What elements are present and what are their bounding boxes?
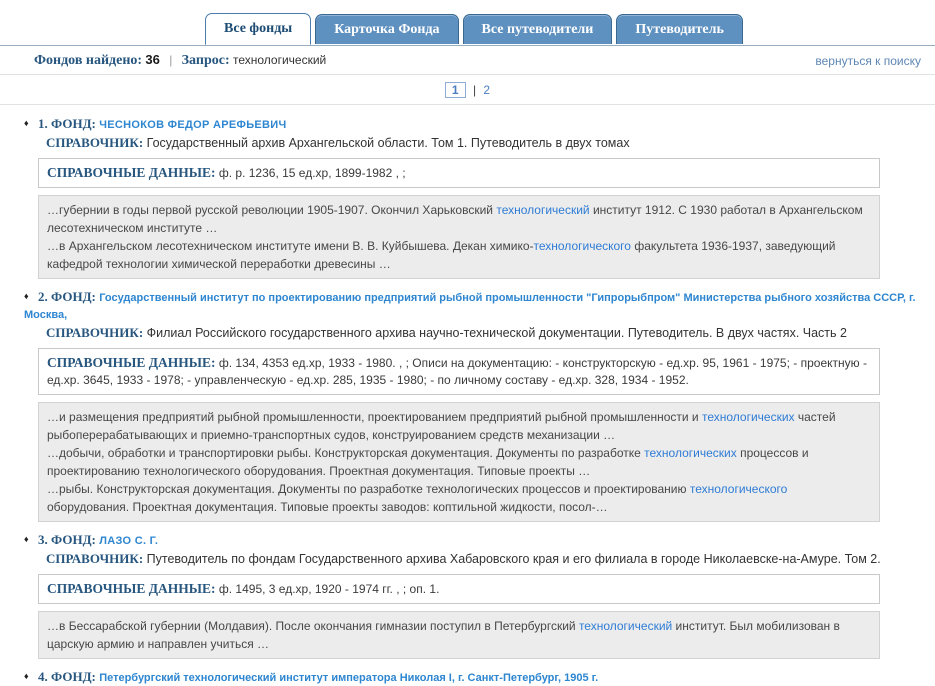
search-result-item (0, 115, 935, 279)
page-current[interactable]: 1 (445, 82, 466, 98)
handbook-row (0, 550, 935, 568)
search-results-list (0, 105, 935, 686)
snippet-text: …добычи, обработки и транспортировки рыбы. Конструкторская документация. Документы по разработке (47, 446, 645, 460)
search-result-item (0, 531, 935, 659)
handbook-text: Путеводитель по фондам Государственного архива Хабаровского края и его филиала в городе Николаевске-на-Амуре. Том 2. (146, 552, 881, 566)
handbook-text: Государственный архив Архангельской области. Том 1. Путеводитель в двух томах (146, 136, 630, 150)
pagination (0, 75, 935, 105)
snippet-box (38, 402, 880, 522)
reference-data-box (38, 574, 880, 604)
tab-bar (0, 0, 935, 46)
snippet-paragraph (47, 408, 871, 444)
tab-1[interactable]: Карточка Фонда (315, 14, 458, 44)
diamond-bullet-icon: ♦ (24, 671, 29, 681)
reference-data-text: ф. р. 1236, 15 ед.хр, 1899-1982 , ; (218, 166, 406, 180)
result-header (0, 115, 935, 133)
handbook-label: СПРАВОЧНИК: (46, 325, 144, 340)
snippet-box (38, 611, 880, 659)
diamond-bullet-icon: ♦ (24, 118, 29, 128)
reference-data-box (38, 158, 880, 188)
handbook-row (0, 324, 935, 342)
result-number: 2. (37, 289, 48, 304)
fond-title-link[interactable]: ЛАЗО С. Г. (99, 535, 159, 547)
back-to-search-link[interactable]: вернуться к поиску (815, 53, 921, 68)
highlighted-term[interactable]: технологических (701, 410, 795, 424)
tab-3[interactable]: Путеводитель (616, 14, 743, 44)
reference-data-label: СПРАВОЧНЫЕ ДАННЫЕ: (47, 165, 216, 180)
fond-label: ФОНД: (51, 532, 96, 547)
fond-label: ФОНД: (51, 669, 96, 684)
snippet-paragraph (47, 480, 871, 516)
diamond-bullet-icon: ♦ (24, 291, 29, 301)
reference-data-text: ф. 1495, 3 ед.хр, 1920 - 1974 гг. , ; оп. 1. (218, 582, 440, 596)
fond-title-link[interactable]: Государственный институт по проектированию предприятий рыбной промышленности "Гипрорыбпром" Министерства рыбного хозяйства СССР, г. Москва, (24, 292, 916, 321)
result-header (0, 531, 935, 549)
result-header (0, 288, 935, 323)
found-label: Фондов найдено: (34, 53, 143, 68)
result-header (0, 668, 935, 686)
query-value: технологический (232, 53, 327, 67)
result-number: 3. (37, 532, 48, 547)
search-result-item (0, 288, 935, 522)
snippet-paragraph (47, 444, 871, 480)
highlighted-term[interactable]: технологического (533, 239, 631, 253)
found-count: 36 (145, 52, 160, 67)
snippet-text: институт. Был мобилизован в царскую армию и направлен учиться … (47, 619, 840, 651)
highlighted-term[interactable]: технологический (496, 203, 590, 217)
snippet-text: …в Бессарабской губернии (Молдавия). После окончания гимназии поступил в Петербургский (47, 619, 579, 633)
result-number: 4. (37, 669, 48, 684)
snippet-text: частей рыбоперерабатывающих и приемно-транспортных судов, конструированием средств механизации … (47, 410, 836, 442)
status-text (34, 52, 326, 69)
snippet-text: факультета 1936-1937, заведующий кафедрой технологии химической переработки древесины … (47, 239, 836, 271)
fond-label: ФОНД: (51, 116, 96, 131)
handbook-label: СПРАВОЧНИК: (46, 135, 144, 150)
snippet-text: процессов и проектированию технологического оборудования. Проектная документация. Типовые проекты … (47, 446, 809, 478)
snippet-paragraph (47, 201, 871, 237)
highlighted-term[interactable]: технологических (644, 446, 737, 460)
highlighted-term[interactable]: технологический (578, 619, 673, 633)
page-separator: | (472, 83, 477, 97)
query-label: Запрос: (181, 53, 230, 68)
highlighted-term[interactable]: технологического (689, 482, 788, 496)
search-result-item (0, 668, 935, 686)
snippet-text: …в Архангельском лесотехническом институте имени В. В. Куйбышева. Декан химико- (47, 239, 534, 253)
reference-data-box (38, 348, 880, 395)
reference-data-text: ф. 134, 4353 ед.хр, 1933 - 1980. , ; Описи на документацию: - конструкторскую - ед.хр. 95, 1961 - 1975; - проектную - ед.хр. 3645, 1933 - 1978; - управленческую - ед.хр. 285, 1935 - 1980; - по личному составу - ед.хр. 328, 1934 - 1952. (47, 356, 867, 387)
snippet-paragraph (47, 237, 871, 273)
reference-data-label: СПРАВОЧНЫЕ ДАННЫЕ: (47, 581, 216, 596)
snippet-text: оборудования. Проектная документация. Типовые проекты заводов: коптильной жидкости, посол-… (47, 500, 608, 514)
tab-2[interactable]: Все путеводители (463, 14, 613, 44)
handbook-text: Филиал Российского государственного архива научно-технической документации. Путеводитель. В двух частях. Часть 2 (146, 326, 847, 340)
page-link-2[interactable]: 2 (483, 83, 491, 97)
fond-title-link[interactable]: ЧЕСНОКОВ ФЕДОР АРЕФЬЕВИЧ (99, 119, 287, 131)
snippet-text: …губернии в годы первой русской революции 1905-1907. Окончил Харьковский (47, 203, 497, 217)
fond-title-link[interactable]: Петербургский технологический институт императора Николая I, г. Санкт-Петербург, 1905 г. (99, 672, 599, 684)
handbook-row (0, 134, 935, 152)
status-bar (0, 46, 935, 75)
snippet-text: …рыбы. Конструкторская документация. Документы по разработке технологических процессов и проектированию (47, 482, 690, 496)
result-number: 1. (37, 116, 48, 131)
status-separator: | (169, 53, 173, 67)
snippet-paragraph (47, 617, 871, 653)
snippet-text: институт 1912. С 1930 работал в Архангельском лесотехническом институте … (47, 203, 863, 235)
snippet-box (38, 195, 880, 279)
handbook-label: СПРАВОЧНИК: (46, 551, 144, 566)
fond-label: ФОНД: (51, 289, 96, 304)
reference-data-label: СПРАВОЧНЫЕ ДАННЫЕ: (47, 355, 216, 370)
tab-0[interactable]: Все фонды (205, 13, 311, 45)
diamond-bullet-icon: ♦ (24, 534, 29, 544)
snippet-text: …и размещения предприятий рыбной промышленности, проектированием предприятий рыбной промышленности и (47, 410, 702, 424)
